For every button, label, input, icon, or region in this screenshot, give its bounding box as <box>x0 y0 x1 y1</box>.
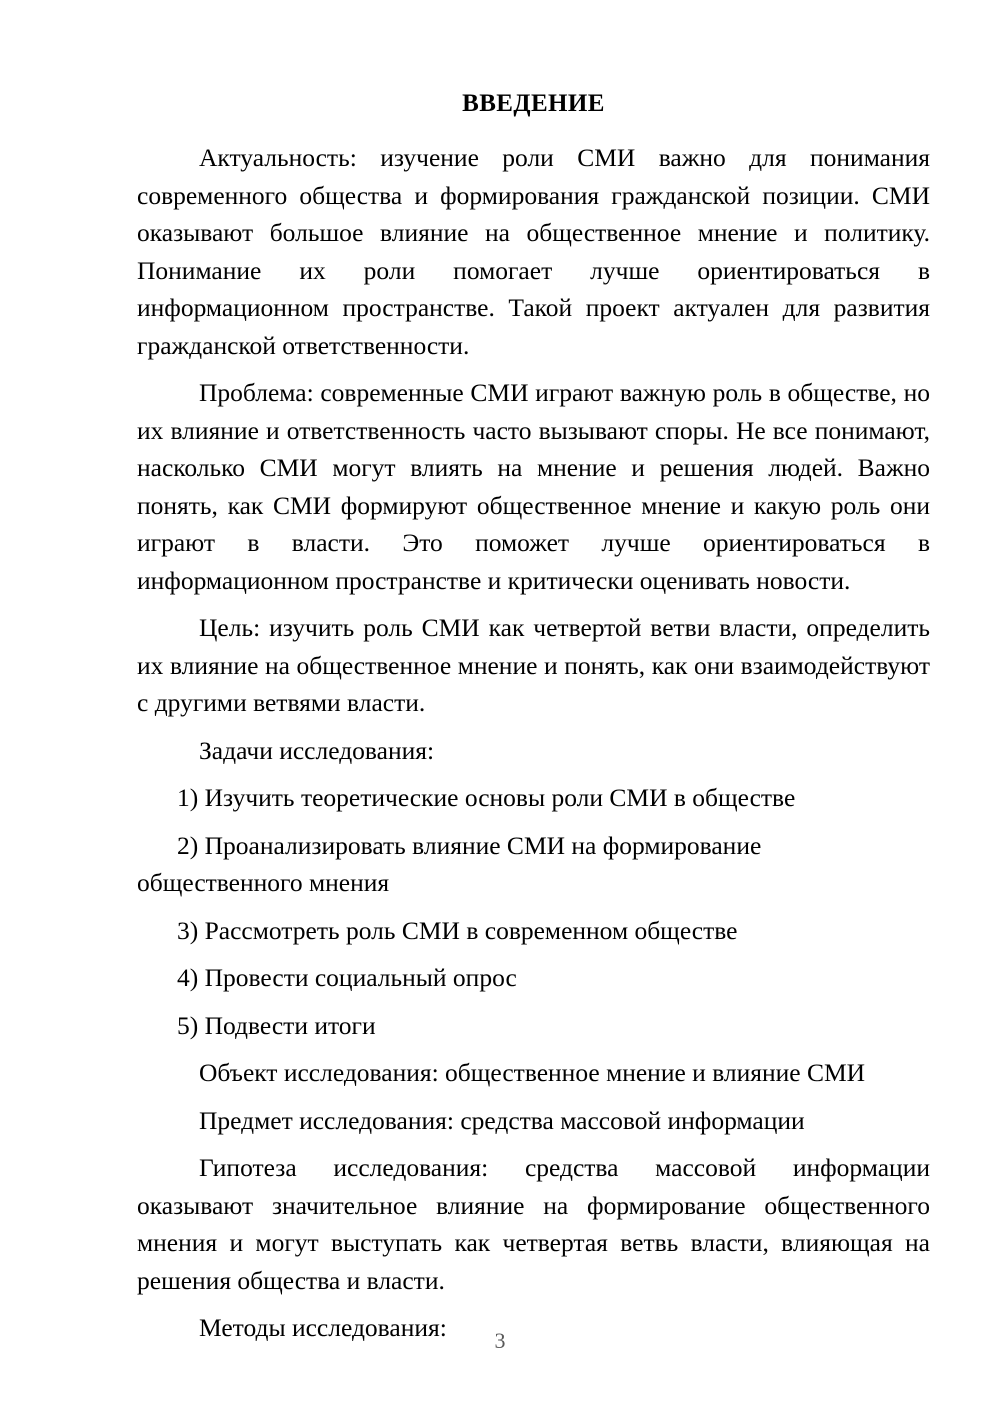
paragraph-problem: Проблема: современные СМИ играют важную роль в обществе, но их влияние и ответственность часто вызывают споры. Не все понимают, насколько СМИ могут влиять на мнение и решения людей. Важно понять, как СМИ формируют общественное мнение и какую роль они играют в власти. Это поможет лучше ориентироваться в информационном пространстве и критически оценивать новости. <box>137 378 930 595</box>
research-hypothesis: Гипотеза исследования: средства массовой информации оказывают значительное влияние на формирование общественного мнения и могут выступать как четвертая ветвь власти, влияющая на решения общества и власти. <box>137 1153 930 1295</box>
paragraph-relevance: Актуальность: изучение роли СМИ важно для понимания современного общества и формирования гражданской позиции. СМИ оказывают большое влияние на общественное мнение и политику. Понимание их роли помогает лучше ориентироваться в информационном пространстве. Такой проект актуален для развития гражданской ответственности. <box>137 143 930 360</box>
task-item-5: 5) Подвести итоги <box>177 1010 376 1040</box>
task-item-1: 1) Изучить теоретические основы роли СМИ в обществе <box>177 783 796 813</box>
methods-heading: Методы исследования: <box>199 1313 447 1343</box>
paragraph-goal: Цель: изучить роль СМИ как четвертой ветви власти, определить их влияние на общественное мнение и понять, как они взаимодействуют с другими ветвями власти. <box>137 613 930 718</box>
page-number: 3 <box>494 1328 506 1353</box>
tasks-heading: Задачи исследования: <box>199 735 435 765</box>
task-item-4: 4) Провести социальный опрос <box>177 963 517 993</box>
page-title: ВВЕДЕНИЕ <box>462 90 605 117</box>
task-item-2: 2) Проанализировать влияние СМИ на формирование общественного мнения <box>137 830 762 898</box>
research-object: Объект исследования: общественное мнение и влияние СМИ <box>199 1058 866 1088</box>
task-item-3: 3) Рассмотреть роль СМИ в современном обществе <box>177 915 738 945</box>
research-subject: Предмет исследования: средства массовой информации <box>199 1105 805 1135</box>
document-body <box>137 88 930 1357</box>
